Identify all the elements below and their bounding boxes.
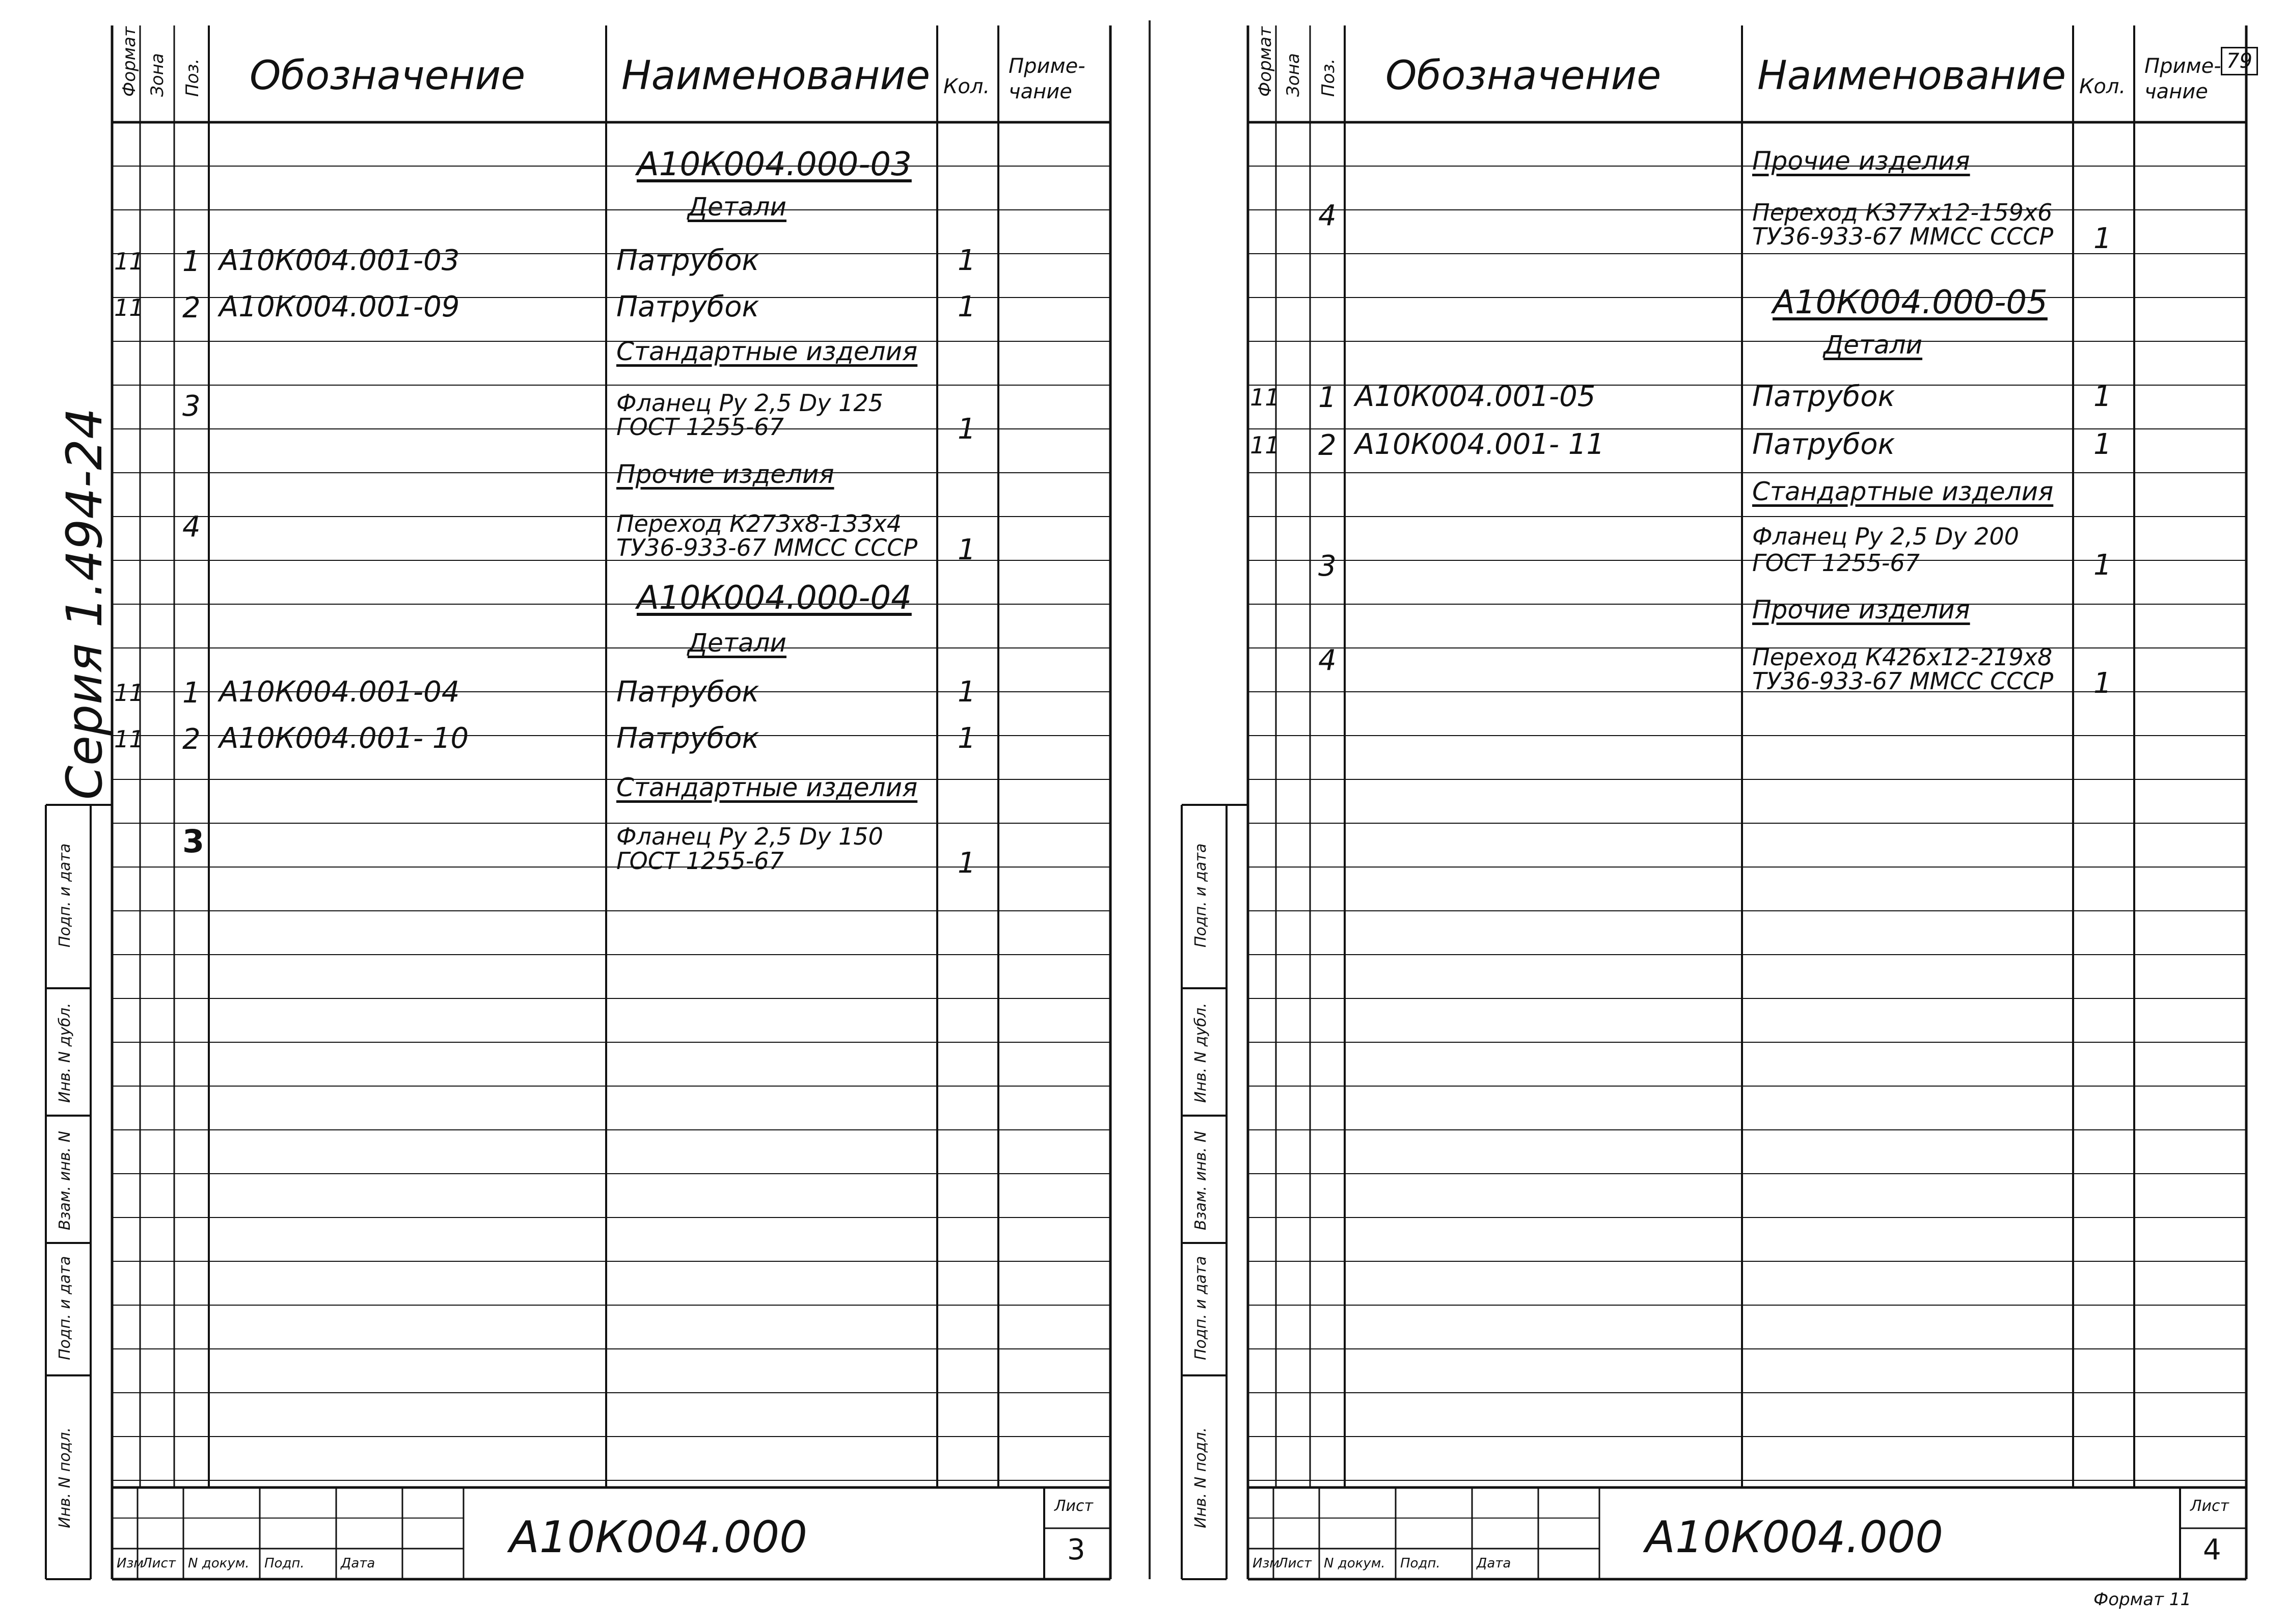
header-name: Наименование: [621, 53, 931, 99]
footer-format: Формат 11: [2093, 1589, 2192, 1610]
header-qty: Кол.: [2079, 75, 2126, 98]
cell-name: Патрубок: [616, 244, 759, 278]
cell-qty: 1: [958, 846, 976, 880]
cell-designation: А10К004.001-03: [219, 244, 460, 278]
cell-name: Прочие изделия: [1752, 595, 1970, 625]
header-name: Наименование: [1757, 53, 2066, 99]
sheet-label: Лист: [2190, 1497, 2229, 1515]
cell-position: 4: [1318, 643, 1337, 677]
title-block-label: Подп.: [264, 1556, 305, 1571]
cell-format: 11: [1250, 383, 1280, 411]
title-block-label: Лист: [1278, 1556, 1312, 1571]
side-label: Инв. N дубл.: [56, 1003, 74, 1103]
header-note: чание: [2144, 80, 2208, 103]
cell-name: ГОСТ 1255-67: [1752, 549, 1920, 577]
page-number-stamp: 79: [2221, 47, 2258, 75]
header-cell: Формат: [1255, 26, 1275, 97]
series-label: Серия 1.494-24: [56, 408, 113, 800]
cell-format: 11: [114, 725, 144, 753]
title-block-label: Подп.: [1400, 1556, 1440, 1571]
cell-qty: 1: [958, 413, 976, 446]
side-label: Подп. и дата: [1192, 843, 1210, 948]
cell-name: Стандартные изделия: [1752, 477, 2054, 506]
cell-qty: 1: [958, 244, 976, 278]
cell-name: Патрубок: [616, 290, 759, 323]
cell-designation: А10К004.001- 11: [1355, 428, 1605, 462]
title-block-label: Лист: [142, 1556, 176, 1571]
cell-name: Переход К426х12-219х8: [1752, 643, 2053, 671]
title-block-label: N докум.: [1324, 1556, 1385, 1571]
cell-position: 3: [1318, 549, 1337, 583]
sheet-number: 3: [1067, 1533, 1085, 1566]
title-block-label: Изм: [1253, 1556, 1280, 1571]
cell-qty: 1: [958, 290, 976, 323]
cell-position: 4: [1318, 199, 1337, 232]
cell-designation: А10К004.001-04: [219, 675, 460, 709]
cell-format: 11: [114, 679, 144, 707]
side-label: Взам. инв. N: [56, 1131, 74, 1230]
cell-position: 4: [182, 510, 201, 544]
cell-name: Патрубок: [616, 721, 759, 755]
cell-name: Стандартные изделия: [616, 772, 918, 802]
cell-position: 3: [182, 390, 201, 423]
title-block-label: N докум.: [188, 1556, 250, 1571]
cell-name: Фланец Pу 2,5 Dу 150: [616, 823, 883, 851]
cell-name: Детали: [1824, 330, 1923, 360]
cell-qty: 1: [2093, 428, 2112, 462]
cell-position: 2: [1318, 429, 1337, 463]
cell-qty: 1: [2093, 548, 2112, 582]
side-label: Инв. N подл.: [56, 1427, 74, 1528]
cell-qty: 1: [2093, 380, 2112, 413]
header-cell: Поз.: [182, 58, 203, 97]
document-code: А10К004.000: [509, 1512, 807, 1563]
right-sheet: [1166, 20, 2262, 1600]
sheet-number: 4: [2203, 1533, 2221, 1566]
cell-name: А10К004.000-03: [637, 145, 912, 183]
left-sheet: [31, 20, 1126, 1600]
cell-name: Стандартные изделия: [616, 336, 918, 366]
cell-designation: А10К004.001-09: [219, 290, 460, 323]
sheet-label: Лист: [1054, 1497, 1094, 1515]
document-code: А10К004.000: [1645, 1512, 1943, 1563]
side-label: Подп. и дата: [1192, 1256, 1210, 1360]
right-grid-lines: [1166, 20, 2262, 1600]
side-label: Инв. N дубл.: [1192, 1003, 1210, 1103]
cell-position: 1: [182, 245, 201, 279]
header-cell: Поз.: [1318, 58, 1339, 97]
cell-name: Детали: [688, 192, 787, 222]
cell-position: 1: [1318, 381, 1337, 414]
cell-qty: 1: [2093, 222, 2112, 256]
cell-name: А10К004.000-05: [1773, 283, 2048, 321]
cell-name: Патрубок: [616, 675, 759, 709]
cell-format: 11: [114, 293, 144, 321]
cell-name: Переход К377х12-159х6: [1752, 198, 2053, 226]
cell-qty: 1: [2093, 667, 2112, 700]
cell-name: Прочие изделия: [616, 459, 834, 489]
cell-name: ГОСТ 1255-67: [616, 847, 784, 875]
cell-qty: 1: [958, 721, 976, 755]
cell-name: ГОСТ 1255-67: [616, 413, 784, 441]
cell-name: Детали: [688, 628, 787, 658]
header-note: Приме-: [2144, 55, 2221, 78]
cell-name: Переход К273х8-133х4: [616, 509, 902, 537]
cell-name: ТУ36-933-67 ММСС СССР: [616, 533, 918, 561]
title-block-label: Изм: [117, 1556, 144, 1571]
header-qty: Кол.: [943, 75, 990, 98]
cell-format: 11: [114, 248, 144, 276]
cell-name: Патрубок: [1752, 380, 1895, 413]
side-label: Подп. и дата: [56, 843, 74, 948]
cell-name: Фланец Pу 2,5 Dу 200: [1752, 523, 2019, 551]
header-designation: Обозначение: [1385, 53, 1662, 99]
title-block-label: Дата: [341, 1556, 375, 1571]
header-cell: Зона: [147, 53, 168, 97]
cell-designation: А10К004.001- 10: [219, 721, 469, 755]
header-cell: Формат: [119, 26, 140, 97]
cell-qty: 1: [958, 533, 976, 566]
header-designation: Обозначение: [250, 53, 526, 99]
header-note: чание: [1009, 80, 1072, 103]
side-label: Подп. и дата: [56, 1256, 74, 1360]
cell-position: 2: [182, 291, 201, 324]
side-label: Взам. инв. N: [1192, 1131, 1210, 1230]
side-label: Инв. N подл.: [1192, 1427, 1210, 1528]
cell-name: ТУ36-933-67 ММСС СССР: [1752, 223, 2054, 251]
title-block-label: Дата: [1477, 1556, 1511, 1571]
cell-format: 11: [1250, 431, 1280, 459]
cell-designation: А10К004.001-05: [1355, 380, 1596, 413]
cell-name: ТУ36-933-67 ММСС СССР: [1752, 667, 2054, 695]
cell-position: 3: [182, 823, 205, 860]
cell-name: Фланец Pу 2,5 Dу 125: [616, 389, 883, 417]
cell-position: 1: [182, 676, 201, 710]
cell-name: Прочие изделия: [1752, 146, 1970, 176]
cell-name: А10К004.000-04: [637, 579, 912, 617]
header-cell: Зона: [1283, 53, 1303, 97]
cell-qty: 1: [958, 675, 976, 709]
cell-name: Патрубок: [1752, 428, 1895, 462]
header-note: Приме-: [1009, 55, 1085, 78]
cell-position: 2: [182, 722, 201, 756]
fold-line: [1149, 20, 1151, 1579]
